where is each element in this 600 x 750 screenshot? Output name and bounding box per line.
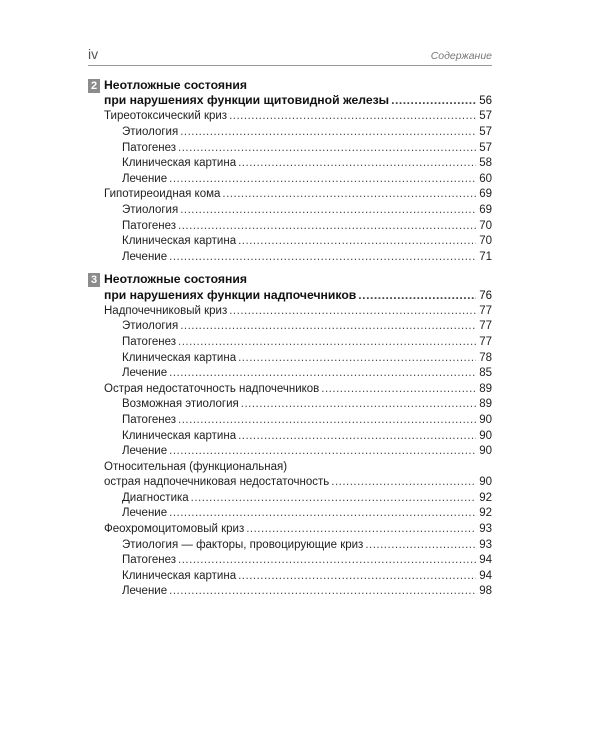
leader-dots bbox=[178, 141, 476, 157]
toc-subentry[interactable] bbox=[88, 444, 492, 460]
section-title: Содержание bbox=[430, 50, 492, 62]
toc-subentry-title: Патогенез bbox=[122, 335, 177, 348]
toc-entry[interactable] bbox=[88, 187, 492, 203]
leader-dots bbox=[169, 250, 476, 266]
leader-dots bbox=[178, 413, 476, 429]
page-ref: 90 bbox=[479, 476, 492, 489]
page-ref: 57 bbox=[479, 126, 492, 138]
toc-subentry-title: Клиническая картина bbox=[122, 429, 237, 442]
page-ref: 93 bbox=[479, 523, 492, 536]
leader-dots bbox=[331, 475, 476, 491]
page-ref: 70 bbox=[479, 219, 492, 232]
page-ref: 70 bbox=[479, 235, 492, 248]
leader-dots bbox=[222, 187, 476, 203]
leader-dots bbox=[238, 156, 476, 172]
page-ref: 60 bbox=[479, 172, 492, 185]
page-ref: 93 bbox=[479, 538, 492, 551]
toc-subentry-title: Патогенез bbox=[122, 219, 177, 232]
chapter-title-line bbox=[88, 78, 492, 93]
page-ref: 94 bbox=[479, 554, 492, 567]
running-head bbox=[88, 46, 492, 62]
toc-subentry-title: Клиническая картина bbox=[122, 157, 237, 170]
toc-entry-title: Феохромоцитомовый криз bbox=[104, 523, 245, 536]
leader-dots bbox=[169, 506, 476, 522]
leader-dots bbox=[238, 351, 476, 367]
leader-dots bbox=[178, 335, 476, 351]
toc-entry[interactable] bbox=[88, 382, 492, 398]
leader-dots bbox=[169, 444, 476, 460]
toc-subentry-title: Патогенез bbox=[122, 141, 177, 154]
toc-subentry-title: Этиология — факторы, провоцирующие криз bbox=[122, 538, 364, 551]
toc-entry[interactable] bbox=[88, 304, 492, 320]
toc-subentry[interactable] bbox=[88, 234, 492, 250]
leader-dots bbox=[238, 569, 476, 585]
chapter-title-line bbox=[88, 272, 492, 287]
toc-subentry-title: Этиология bbox=[122, 126, 179, 138]
toc-subentry-title: Клиническая картина bbox=[122, 569, 237, 582]
page-ref: 98 bbox=[479, 585, 492, 598]
leader-dots bbox=[229, 109, 476, 125]
page-ref: 92 bbox=[479, 491, 492, 504]
toc-subentry-title: Лечение bbox=[122, 250, 168, 263]
chapter-title-line[interactable] bbox=[88, 93, 492, 109]
toc-subentry[interactable] bbox=[88, 156, 492, 172]
page-ref: 92 bbox=[479, 507, 492, 520]
chapter-title: Неотложные состояния bbox=[104, 78, 247, 92]
chapter-2 bbox=[88, 78, 492, 265]
toc-entry-title: Относительная (функциональная) bbox=[104, 460, 288, 473]
toc-subentry-title: Этиология bbox=[122, 320, 179, 333]
toc-subentry-title: Этиология bbox=[122, 203, 179, 216]
toc-subentry[interactable] bbox=[88, 250, 492, 266]
toc-subentry[interactable] bbox=[88, 538, 492, 554]
leader-dots bbox=[321, 382, 476, 398]
toc-entry-title: Гипотиреоидная кома bbox=[104, 188, 221, 201]
page-ref: 77 bbox=[479, 320, 492, 333]
toc-entry[interactable] bbox=[88, 522, 492, 538]
toc-subentry[interactable] bbox=[88, 203, 492, 219]
toc-subentry[interactable] bbox=[88, 141, 492, 157]
page-ref: 89 bbox=[479, 382, 492, 395]
toc-subentry[interactable] bbox=[88, 397, 492, 413]
page-ref: 71 bbox=[479, 250, 492, 263]
leader-dots bbox=[229, 304, 476, 320]
toc-subentry[interactable] bbox=[88, 429, 492, 445]
leader-dots bbox=[391, 93, 476, 108]
toc-subentry[interactable] bbox=[88, 172, 492, 188]
chapter-title-continued: при нарушениях функции щитовидной железы bbox=[104, 93, 390, 108]
leader-dots bbox=[358, 288, 476, 303]
page-ref: 78 bbox=[479, 351, 492, 364]
toc-entry-line[interactable] bbox=[88, 460, 492, 476]
toc-subentry-title: Лечение bbox=[122, 172, 168, 185]
toc-entry[interactable] bbox=[88, 109, 492, 125]
leader-dots bbox=[365, 538, 476, 554]
table-of-contents bbox=[88, 78, 492, 607]
toc-subentry-title: Возможная этиология bbox=[122, 398, 239, 411]
toc-subentry-title: Лечение bbox=[122, 585, 168, 598]
toc-entry-title: Надпочечниковый криз bbox=[104, 304, 228, 317]
chapter-title-line[interactable] bbox=[88, 288, 492, 304]
leader-dots bbox=[180, 203, 476, 219]
toc-subentry[interactable] bbox=[88, 553, 492, 569]
leader-dots bbox=[246, 522, 476, 538]
toc-subentry-title: Клиническая картина bbox=[122, 351, 237, 364]
page-ref: 57 bbox=[479, 141, 492, 154]
leader-dots bbox=[241, 397, 476, 413]
page-ref: 77 bbox=[479, 335, 492, 348]
leader-dots bbox=[178, 219, 476, 235]
page-ref: 76 bbox=[479, 289, 492, 302]
leader-dots bbox=[191, 491, 476, 507]
page-ref: 90 bbox=[479, 429, 492, 442]
toc-subentry[interactable] bbox=[88, 569, 492, 585]
toc-subentry[interactable] bbox=[88, 366, 492, 382]
toc-subentry-title: Диагностика bbox=[122, 491, 189, 504]
page-ref: 57 bbox=[479, 110, 492, 123]
toc-entry[interactable] bbox=[88, 475, 492, 491]
page-ref: 94 bbox=[479, 569, 492, 582]
page-ref: 69 bbox=[479, 188, 492, 201]
leader-dots bbox=[169, 366, 476, 382]
toc-entry-title: Острая недостаточность надпочечников bbox=[104, 382, 320, 395]
page-ref: 77 bbox=[479, 304, 492, 317]
chapter-number-badge: 3 bbox=[88, 273, 100, 287]
leader-dots bbox=[180, 125, 476, 141]
toc-entry-title: Тиреотоксический криз bbox=[104, 110, 228, 123]
toc-subentry-title: Лечение bbox=[122, 445, 168, 458]
chapter-3 bbox=[88, 272, 492, 600]
toc-subentry[interactable] bbox=[88, 351, 492, 367]
leader-dots bbox=[238, 234, 476, 250]
page-ref: 56 bbox=[479, 95, 492, 108]
toc-subentry-title: Лечение bbox=[122, 367, 168, 380]
toc-subentry[interactable] bbox=[88, 491, 492, 507]
page-number: iv bbox=[88, 46, 99, 62]
toc-subentry[interactable] bbox=[88, 335, 492, 351]
toc-subentry-title: Патогенез bbox=[122, 554, 177, 567]
toc-entry-title-continued: острая надпочечниковая недостаточность bbox=[104, 476, 330, 489]
toc-subentry[interactable] bbox=[88, 125, 492, 141]
page-ref: 90 bbox=[479, 413, 492, 426]
toc-subentry[interactable] bbox=[88, 319, 492, 335]
toc-subentry-title: Патогенез bbox=[122, 413, 177, 426]
leader-dots bbox=[180, 319, 476, 335]
leader-dots bbox=[169, 584, 476, 600]
page-ref: 58 bbox=[479, 157, 492, 170]
toc-subentry-title: Лечение bbox=[122, 507, 168, 520]
chapter-title: Неотложные состояния bbox=[104, 272, 247, 287]
leader-dots bbox=[238, 429, 476, 445]
leader-dots bbox=[169, 172, 476, 188]
toc-subentry[interactable] bbox=[88, 219, 492, 235]
toc-subentry-title: Клиническая картина bbox=[122, 235, 237, 248]
page-ref: 85 bbox=[479, 367, 492, 380]
header-rule bbox=[88, 65, 492, 66]
page-ref: 90 bbox=[479, 445, 492, 458]
chapter-number-badge: 2 bbox=[88, 79, 100, 93]
toc-subentry[interactable] bbox=[88, 584, 492, 600]
toc-subentry[interactable] bbox=[88, 506, 492, 522]
chapter-title-continued: при нарушениях функции надпочечников bbox=[104, 287, 357, 302]
toc-subentry[interactable] bbox=[88, 413, 492, 429]
page-ref: 69 bbox=[479, 203, 492, 216]
leader-dots bbox=[178, 553, 476, 569]
page-ref: 89 bbox=[479, 398, 492, 411]
